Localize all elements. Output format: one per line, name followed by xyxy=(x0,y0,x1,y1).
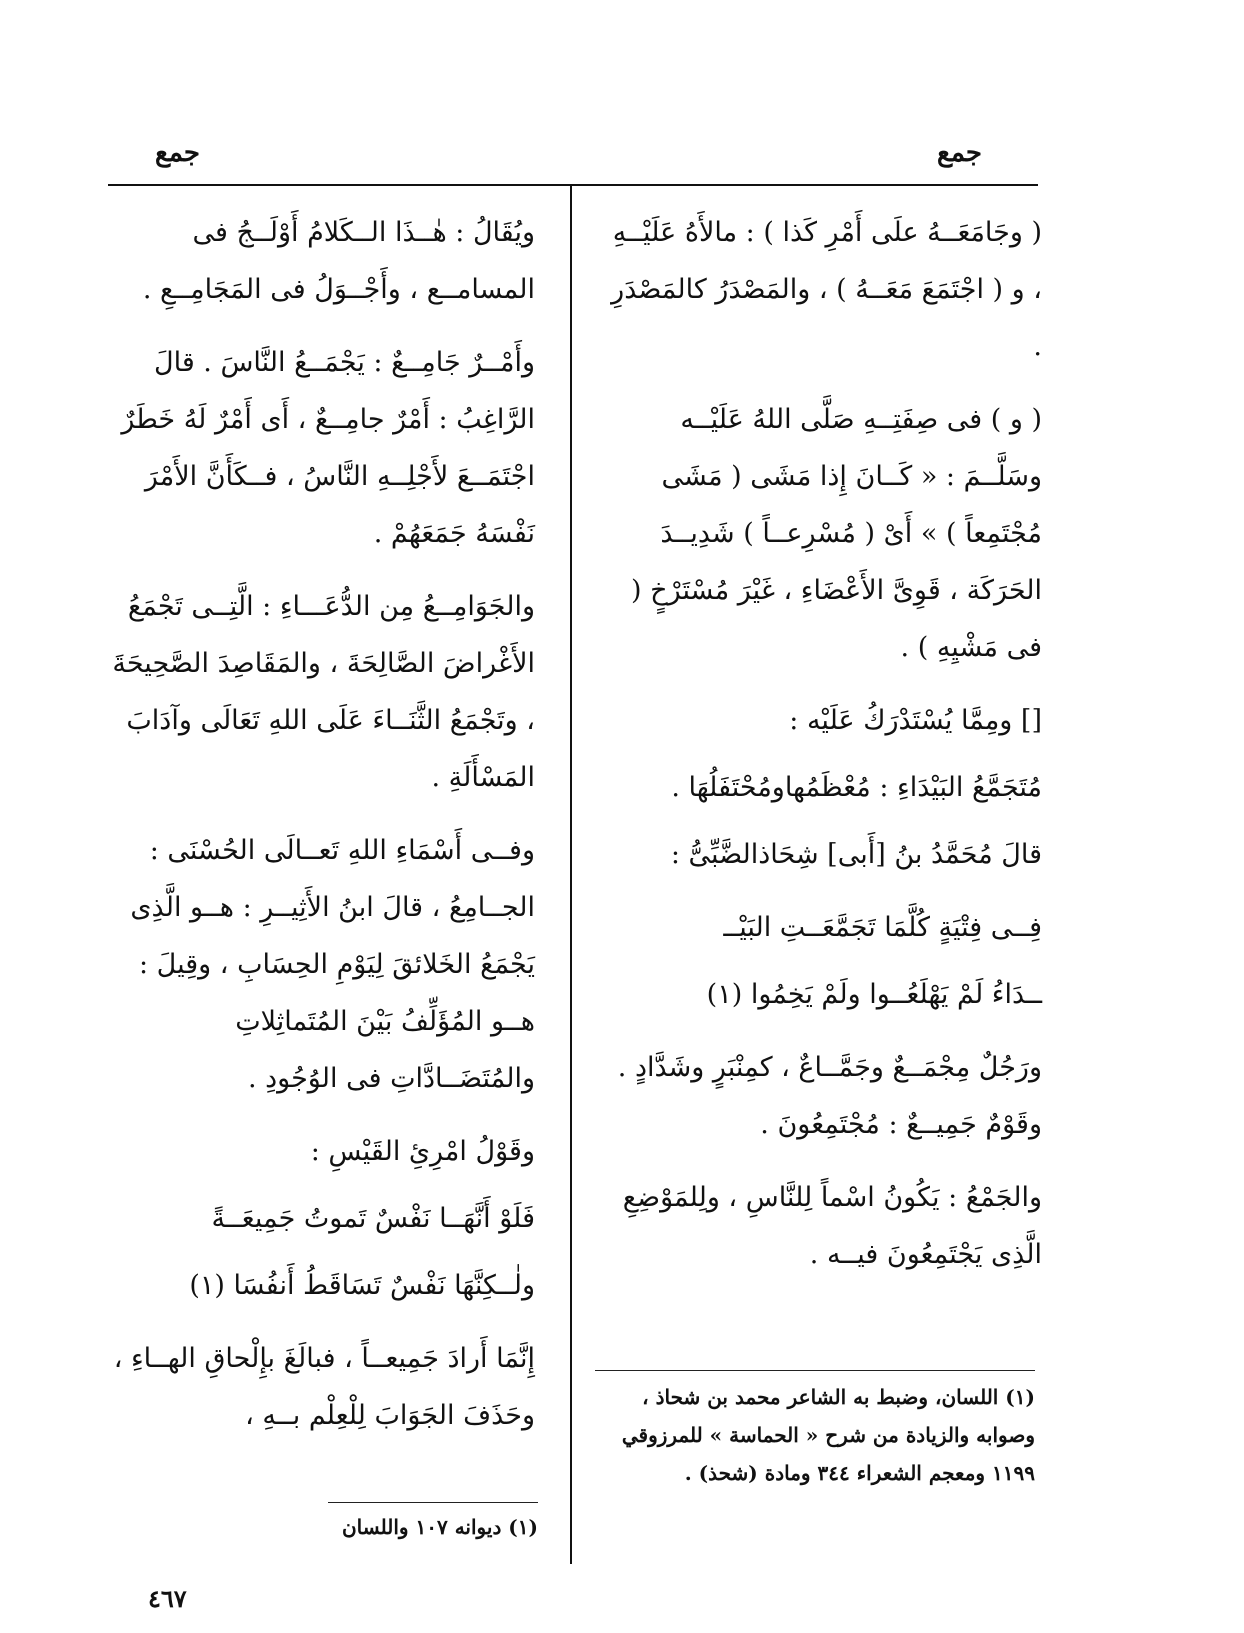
right-column xyxy=(610,204,1042,1293)
footnote-rule-right xyxy=(595,1370,1035,1371)
verse-line: ولٰــكِنَّهَا نَفْسٌ تَسَاقَطُ أَنفُسَا (١) xyxy=(189,1270,535,1301)
footnote-left: (١) ديوانه ١٠٧ واللسان xyxy=(341,1515,538,1539)
paragraph: ( و ) فى صِفَتِــهِ صَلَّى اللهُ عَلَيْــه وسَلَّــمَ : « كَــانَ إِذا مَشَى ( مَشَى مُجْتَمِعاً ) » أَىْ ( مُسْرِعــاً ) شَدِيــدَ الحَرَكَة ، قَوِىَّ الأَعْضَاءِ ، غَيْرَ مُسْتَرْخٍ ( فى مَشْيِهِ ) . xyxy=(631,404,1042,663)
page-header-right: جمع xyxy=(937,138,982,168)
header-rule xyxy=(108,184,1038,186)
column-divider xyxy=(570,184,572,1564)
verse-line: فِــى فِتْيَةٍ كُلَّمَا تَجَمَّعَــتِ البَيْــ xyxy=(723,912,1042,943)
verse-line: ــدَاءُ لَمْ يَهْلَعُــوا ولَمْ يَخِمُوا (١) xyxy=(706,979,1042,1010)
verse-line: فَلَوْ أَنَّهَــا نَفْسٌ تَموتُ جَمِيعَــةً xyxy=(211,1203,535,1234)
paragraph: مُتَجَمَّعُ البَيْدَاءِ : مُعْظَمُهاومُحْتَفَلُهَا . xyxy=(671,772,1042,803)
paragraph: وفــى أَسْمَاءِ اللهِ تَعــالَى الحُسْنَى : الجــامِعُ ، قالَ ابنُ الأَثِيــرِ : هــو الَّذِى يَجْمَعُ الخَلائقَ لِيَوْمِ الحِسَابِ ، وقِيلَ : هــو المُؤَلِّفُ بَيْنَ المُتَماثِلاتِ والمُتَضَــادَّاتِ فى الوُجُودِ . xyxy=(130,835,535,1094)
paragraph: والجَمْعُ : يَكُونُ اسْماً لِلنَّاسِ ، ولِلمَوْضِعِ الَّذِى يَجْتَمِعُونَ فيــه . xyxy=(622,1182,1042,1270)
paragraph: ويُقَالُ : هٰــذَا الــكَلامُ أَوْلَــجُ فى المسامــع ، وأَجْــوَلُ فى المَجَامِــعِ . xyxy=(142,217,535,305)
paragraph: ورَجُلٌ مِجْمَــعٌ وجَمَّــاعٌ ، كمِنْبَرٍ وشَدَّادٍ . وقَوْمٌ جَمِيــعٌ : مُجْتَمِعُونَ . xyxy=(617,1052,1042,1140)
paragraph: قالَ مُحَمَّدُ بنُ [أَبى] شِحَاذالضَّبِّىُّ : xyxy=(670,839,1042,870)
paragraph: وأَمْــرٌ جَامِــعٌ : يَجْمَــعُ النَّاسَ . قالَ الرَّاغِبُ : أَمْرٌ جامِــعٌ ، أَى أَمْرٌ لَهُ خَطَرٌ اجْتَمَــعَ لأَجْلِــهِ النَّاسُ ، فــكَأَنَّ الأَمْرَ نَفْسَهُ جَمَعَهُمْ . xyxy=(121,347,535,549)
paragraph: وقَوْلُ امْرِئِ القَيْسِ : xyxy=(310,1136,535,1167)
page-header-left: جمع xyxy=(155,138,200,168)
paragraph: والجَوَامِــعُ مِن الدُّعَـــاءِ : الَّتِــى تَجْمَعُ الأَغْراضَ الصَّالِحَةَ ، والمَقَاصِدَ الصَّحِيحَةَ ، وتَجْمَعُ الثَّنَــاءَ عَلَى اللهِ تَعَالَى وآدَابَ المَسْأَلَةِ . xyxy=(112,591,535,793)
footnote-right: (١) اللسان، وضبط به الشاعر محمد بن شحاذ ، وصوابه والزيادة من شرح « الحماسة » للمرزوقي ١١٩٩ ومعجم الشعراء ٣٤٤ ومادة (شحذ) . xyxy=(621,1385,1035,1485)
paragraph: [] ومِمَّا يُسْتَدْرَكُ عَلَيْه : xyxy=(789,705,1042,736)
paragraph: ( وجَامَعَــهُ علَى أَمْرِ كَذا ) : مالأَهُ عَلَيْــهِ ، و ( اجْتَمَعَ مَعَــهُ ) ، والمَصْدَرُ كالمَصْدَرِ . xyxy=(611,217,1042,362)
footnote-rule-left xyxy=(328,1502,538,1503)
left-column xyxy=(105,204,535,1454)
paragraph: إِنَّمَا أَرادَ جَمِيعــاً ، فبالَغَ بإِلْحاقِ الهــاءِ ، وحَذَفَ الجَوَابَ لِلْعِلْم بــهِ ، xyxy=(113,1343,535,1431)
page-number: ٤٦٧ xyxy=(148,1584,187,1613)
